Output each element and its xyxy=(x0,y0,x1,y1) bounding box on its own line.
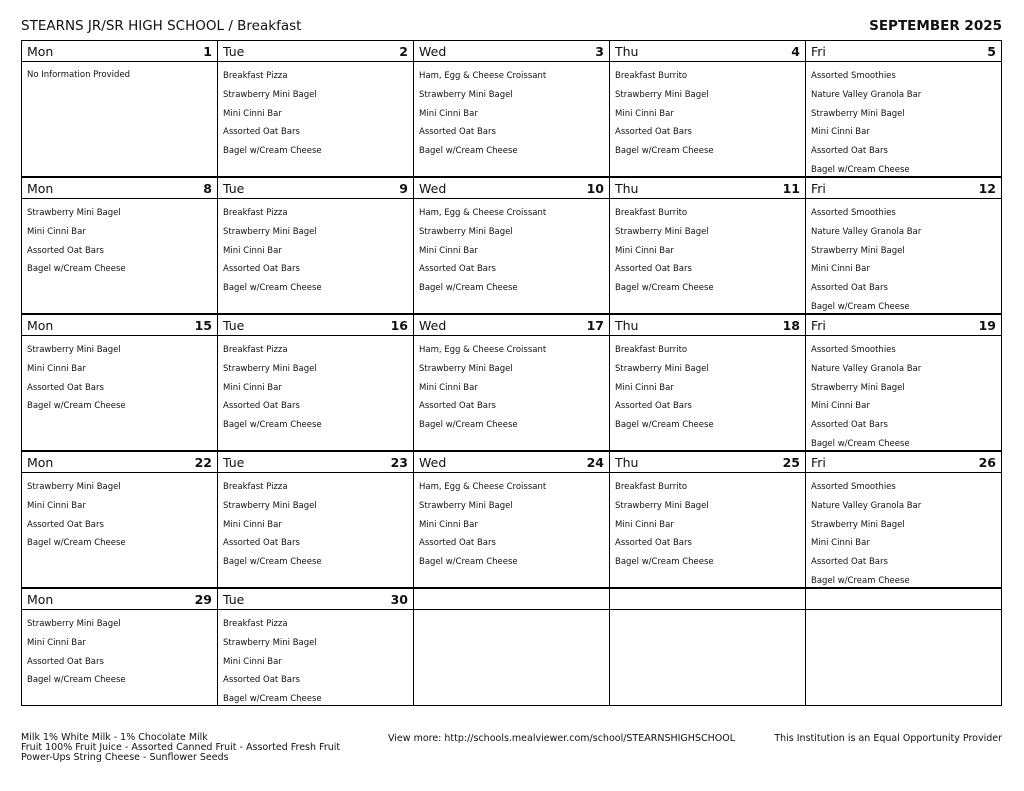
day-number: 24 xyxy=(586,454,604,470)
day-menu xyxy=(22,199,217,313)
day-number: 4 xyxy=(791,43,800,59)
menu-item: Mini Cinni Bar xyxy=(811,264,870,275)
day-header xyxy=(218,178,413,199)
day-header xyxy=(218,315,413,336)
day-name: Tue xyxy=(223,180,245,196)
menu-item: Bagel w/Cream Cheese xyxy=(811,301,910,312)
day-menu xyxy=(610,62,805,176)
menu-item: Assorted Oat Bars xyxy=(27,519,104,530)
day-number: 19 xyxy=(978,317,996,333)
day-menu xyxy=(806,473,1001,587)
week-row xyxy=(22,176,1001,313)
day-name: Wed xyxy=(419,180,447,196)
day-header xyxy=(22,315,217,336)
menu-item: Mini Cinni Bar xyxy=(615,382,674,393)
day-header xyxy=(414,315,609,336)
day-name: Tue xyxy=(223,317,245,333)
menu-item: Strawberry Mini Bagel xyxy=(223,500,317,511)
day-cell xyxy=(413,178,609,313)
day-name: Mon xyxy=(27,180,54,196)
day-name: Fri xyxy=(811,180,826,196)
menu-item: Bagel w/Cream Cheese xyxy=(811,575,910,586)
day-menu xyxy=(22,62,217,176)
menu-item: Bagel w/Cream Cheese xyxy=(27,538,126,549)
day-header xyxy=(218,452,413,473)
day-menu xyxy=(806,610,1001,705)
menu-item: Mini Cinni Bar xyxy=(811,538,870,549)
menu-item: Bagel w/Cream Cheese xyxy=(419,557,518,568)
menu-item: Strawberry Mini Bagel xyxy=(27,619,121,629)
menu-item: Assorted Smoothies xyxy=(811,345,896,355)
day-number: 8 xyxy=(203,180,212,196)
calendar-grid xyxy=(21,40,1002,706)
menu-item: Assorted Oat Bars xyxy=(811,283,888,294)
day-menu xyxy=(22,336,217,450)
day-number: 25 xyxy=(782,454,800,470)
day-cell xyxy=(609,41,805,176)
menu-item: Assorted Oat Bars xyxy=(419,127,496,138)
menu-item: Nature Valley Granola Bar xyxy=(811,500,922,511)
day-name: Tue xyxy=(223,591,245,607)
day-header xyxy=(610,41,805,62)
menu-item: Assorted Oat Bars xyxy=(223,264,300,275)
day-menu xyxy=(22,473,217,587)
day-number: 5 xyxy=(987,43,996,59)
menu-item: Strawberry Mini Bagel xyxy=(811,108,905,119)
day-name: Tue xyxy=(223,43,245,59)
day-header xyxy=(610,178,805,199)
day-cell xyxy=(609,178,805,313)
menu-item: Assorted Oat Bars xyxy=(223,127,300,138)
day-menu xyxy=(806,62,1001,176)
menu-item: Mini Cinni Bar xyxy=(27,637,86,648)
day-number: 15 xyxy=(194,317,212,333)
menu-item: Strawberry Mini Bagel xyxy=(223,363,317,374)
day-name: Thu xyxy=(615,454,639,470)
menu-item: Assorted Oat Bars xyxy=(223,401,300,412)
day-cell xyxy=(217,178,413,313)
menu-item: Assorted Oat Bars xyxy=(223,675,300,686)
day-header xyxy=(610,589,805,610)
menu-item: Bagel w/Cream Cheese xyxy=(615,557,714,568)
menu-item: Mini Cinni Bar xyxy=(223,382,282,393)
menu-item: Assorted Oat Bars xyxy=(811,557,888,568)
day-number: 17 xyxy=(586,317,604,333)
menu-item: Mini Cinni Bar xyxy=(615,245,674,256)
week-row xyxy=(22,450,1001,587)
menu-item: Assorted Oat Bars xyxy=(811,146,888,157)
menu-item: Assorted Oat Bars xyxy=(27,382,104,393)
footer-powerups: Power-Ups String Cheese - Sunflower Seeds xyxy=(21,752,229,763)
equal-opportunity-note: This Institution is an Equal Opportunity Provider xyxy=(774,733,1002,744)
menu-item: Ham, Egg & Cheese Croissant xyxy=(419,345,547,355)
day-number: 2 xyxy=(399,43,408,59)
day-header xyxy=(806,452,1001,473)
menu-item: Strawberry Mini Bagel xyxy=(419,500,513,511)
footer-milk: Milk 1% White Milk - 1% Chocolate Milk xyxy=(21,732,208,743)
menu-item: Strawberry Mini Bagel xyxy=(223,637,317,648)
day-menu xyxy=(610,610,805,705)
menu-item: Mini Cinni Bar xyxy=(27,500,86,511)
menu-item: Assorted Oat Bars xyxy=(615,538,692,549)
day-cell xyxy=(22,315,217,450)
week-row xyxy=(22,587,1001,705)
day-header xyxy=(806,41,1001,62)
menu-item: Mini Cinni Bar xyxy=(223,108,282,119)
menu-item: Bagel w/Cream Cheese xyxy=(223,694,322,705)
day-header xyxy=(610,452,805,473)
menu-item: Strawberry Mini Bagel xyxy=(27,345,121,355)
menu-item: Breakfast Pizza xyxy=(223,619,288,629)
menu-item: Strawberry Mini Bagel xyxy=(811,382,905,393)
day-cell xyxy=(805,315,1001,450)
day-number: 10 xyxy=(586,180,604,196)
menu-item: Bagel w/Cream Cheese xyxy=(27,675,126,686)
menu-item: Strawberry Mini Bagel xyxy=(223,226,317,237)
menu-item: Assorted Oat Bars xyxy=(27,656,104,667)
day-number: 23 xyxy=(390,454,408,470)
day-cell xyxy=(805,41,1001,176)
day-cell xyxy=(22,178,217,313)
menu-item: Mini Cinni Bar xyxy=(223,656,282,667)
menu-item: Mini Cinni Bar xyxy=(223,245,282,256)
day-header xyxy=(22,452,217,473)
day-name: Mon xyxy=(27,454,54,470)
day-name: Fri xyxy=(811,454,826,470)
menu-item: Ham, Egg & Cheese Croissant xyxy=(419,71,547,81)
day-menu xyxy=(218,473,413,587)
week-row xyxy=(22,313,1001,450)
menu-item: Bagel w/Cream Cheese xyxy=(223,146,322,157)
menu-item: Mini Cinni Bar xyxy=(811,127,870,138)
menu-item: Mini Cinni Bar xyxy=(811,401,870,412)
day-cell xyxy=(413,41,609,176)
menu-item: Breakfast Pizza xyxy=(223,71,288,81)
footer-notes xyxy=(21,733,340,763)
menu-item: Bagel w/Cream Cheese xyxy=(419,146,518,157)
menu-item: Breakfast Burrito xyxy=(615,345,688,355)
menu-item: Strawberry Mini Bagel xyxy=(27,482,121,492)
day-menu xyxy=(806,199,1001,313)
menu-item: Assorted Oat Bars xyxy=(811,420,888,431)
menu-item: Assorted Oat Bars xyxy=(615,264,692,275)
day-header xyxy=(218,589,413,610)
menu-item: Strawberry Mini Bagel xyxy=(811,519,905,530)
menu-item: Bagel w/Cream Cheese xyxy=(223,557,322,568)
day-number: 26 xyxy=(978,454,996,470)
menu-item: Strawberry Mini Bagel xyxy=(811,245,905,256)
menu-item: Assorted Oat Bars xyxy=(223,538,300,549)
menu-item: Bagel w/Cream Cheese xyxy=(811,438,910,449)
menu-item: Bagel w/Cream Cheese xyxy=(615,146,714,157)
menu-item: Breakfast Burrito xyxy=(615,71,688,81)
day-name: Mon xyxy=(27,591,54,607)
menu-item: Strawberry Mini Bagel xyxy=(615,89,709,100)
menu-item: Bagel w/Cream Cheese xyxy=(419,283,518,294)
menu-item: Breakfast Pizza xyxy=(223,208,288,218)
footer-fruit: Fruit 100% Fruit Juice - Assorted Canned Fruit - Assorted Fresh Fruit xyxy=(21,742,341,753)
day-menu xyxy=(218,62,413,176)
menu-item: Breakfast Burrito xyxy=(615,482,688,492)
day-cell xyxy=(217,315,413,450)
day-name: Thu xyxy=(615,43,639,59)
menu-item: Bagel w/Cream Cheese xyxy=(811,164,910,175)
menu-item: Strawberry Mini Bagel xyxy=(419,89,513,100)
menu-item: Strawberry Mini Bagel xyxy=(419,363,513,374)
day-number: 30 xyxy=(390,591,408,607)
day-name: Thu xyxy=(615,180,639,196)
day-menu xyxy=(414,473,609,587)
day-number: 22 xyxy=(194,454,212,470)
menu-item: Mini Cinni Bar xyxy=(419,108,478,119)
day-cell xyxy=(217,41,413,176)
day-number: 16 xyxy=(390,317,408,333)
day-menu xyxy=(218,199,413,313)
day-cell xyxy=(413,452,609,587)
day-menu xyxy=(22,610,217,705)
day-header xyxy=(806,178,1001,199)
day-name: Mon xyxy=(27,317,54,333)
day-menu xyxy=(414,336,609,450)
page-title: STEARNS JR/SR HIGH SCHOOL / Breakfast xyxy=(21,18,302,34)
menu-item: Assorted Oat Bars xyxy=(27,245,104,256)
day-header xyxy=(806,589,1001,610)
menu-item: Breakfast Burrito xyxy=(615,208,688,218)
day-header xyxy=(22,41,217,62)
day-cell xyxy=(22,452,217,587)
menu-item: Strawberry Mini Bagel xyxy=(27,208,121,218)
menu-item: Bagel w/Cream Cheese xyxy=(223,420,322,431)
day-menu xyxy=(218,336,413,450)
day-menu xyxy=(414,62,609,176)
day-cell xyxy=(22,41,217,176)
menu-item: Strawberry Mini Bagel xyxy=(223,89,317,100)
menu-item: Nature Valley Granola Bar xyxy=(811,226,922,237)
day-header xyxy=(22,589,217,610)
menu-item: Strawberry Mini Bagel xyxy=(615,226,709,237)
day-header xyxy=(218,41,413,62)
menu-item: Assorted Oat Bars xyxy=(419,264,496,275)
menu-item: Strawberry Mini Bagel xyxy=(419,226,513,237)
day-number: 18 xyxy=(782,317,800,333)
menu-item: Mini Cinni Bar xyxy=(419,519,478,530)
menu-item: Mini Cinni Bar xyxy=(27,226,86,237)
day-cell xyxy=(217,452,413,587)
day-number: 3 xyxy=(595,43,604,59)
day-cell xyxy=(22,589,217,705)
day-menu xyxy=(218,610,413,705)
menu-item: Assorted Smoothies xyxy=(811,71,896,81)
menu-item: Bagel w/Cream Cheese xyxy=(615,283,714,294)
menu-item: Breakfast Pizza xyxy=(223,345,288,355)
menu-item: Mini Cinni Bar xyxy=(223,519,282,530)
menu-item: Strawberry Mini Bagel xyxy=(615,363,709,374)
menu-item: Mini Cinni Bar xyxy=(27,363,86,374)
day-cell xyxy=(805,589,1001,705)
week-row xyxy=(22,41,1001,176)
day-cell xyxy=(609,589,805,705)
menu-item: Mini Cinni Bar xyxy=(615,519,674,530)
menu-item: Assorted Oat Bars xyxy=(615,401,692,412)
menu-item: Bagel w/Cream Cheese xyxy=(27,401,126,412)
menu-item: Assorted Oat Bars xyxy=(615,127,692,138)
day-menu xyxy=(414,610,609,705)
day-header xyxy=(414,41,609,62)
day-name: Wed xyxy=(419,317,447,333)
day-cell xyxy=(805,178,1001,313)
day-cell xyxy=(413,589,609,705)
menu-item: Ham, Egg & Cheese Croissant xyxy=(419,208,547,218)
day-header xyxy=(806,315,1001,336)
day-name: Wed xyxy=(419,43,447,59)
day-menu xyxy=(610,336,805,450)
day-number: 29 xyxy=(194,591,212,607)
menu-item: Bagel w/Cream Cheese xyxy=(615,420,714,431)
menu-item: Ham, Egg & Cheese Croissant xyxy=(419,482,547,492)
menu-item: Bagel w/Cream Cheese xyxy=(27,264,126,275)
menu-item: Breakfast Pizza xyxy=(223,482,288,492)
menu-item: Bagel w/Cream Cheese xyxy=(223,283,322,294)
day-number: 11 xyxy=(782,180,800,196)
day-menu xyxy=(414,199,609,313)
day-name: Fri xyxy=(811,43,826,59)
day-number: 9 xyxy=(399,180,408,196)
day-number: 12 xyxy=(978,180,996,196)
day-cell xyxy=(217,589,413,705)
day-cell xyxy=(805,452,1001,587)
view-more-link[interactable]: View more: http://schools.mealviewer.com/school/STEARNSHIGHSCHOOL xyxy=(388,733,735,744)
day-header xyxy=(414,589,609,610)
day-cell xyxy=(609,315,805,450)
day-name: Fri xyxy=(811,317,826,333)
day-header xyxy=(414,178,609,199)
menu-item: Mini Cinni Bar xyxy=(419,245,478,256)
menu-item: Mini Cinni Bar xyxy=(615,108,674,119)
menu-item: Strawberry Mini Bagel xyxy=(615,500,709,511)
day-cell xyxy=(413,315,609,450)
day-menu xyxy=(610,473,805,587)
day-name: Wed xyxy=(419,454,447,470)
day-header xyxy=(414,452,609,473)
day-number: 1 xyxy=(203,43,212,59)
day-header xyxy=(610,315,805,336)
menu-item: Bagel w/Cream Cheese xyxy=(419,420,518,431)
day-name: Thu xyxy=(615,317,639,333)
day-menu xyxy=(610,199,805,313)
day-name: Mon xyxy=(27,43,54,59)
menu-item: Nature Valley Granola Bar xyxy=(811,89,922,100)
menu-item: Assorted Oat Bars xyxy=(419,401,496,412)
menu-item: Mini Cinni Bar xyxy=(419,382,478,393)
menu-item: Assorted Smoothies xyxy=(811,482,896,492)
day-name: Tue xyxy=(223,454,245,470)
day-menu xyxy=(806,336,1001,450)
menu-item: Assorted Smoothies xyxy=(811,208,896,218)
day-header xyxy=(22,178,217,199)
day-cell xyxy=(609,452,805,587)
menu-item: Nature Valley Granola Bar xyxy=(811,363,922,374)
month-title: SEPTEMBER 2025 xyxy=(869,18,1002,34)
menu-item: Assorted Oat Bars xyxy=(419,538,496,549)
no-info-note: No Information Provided xyxy=(27,70,131,80)
